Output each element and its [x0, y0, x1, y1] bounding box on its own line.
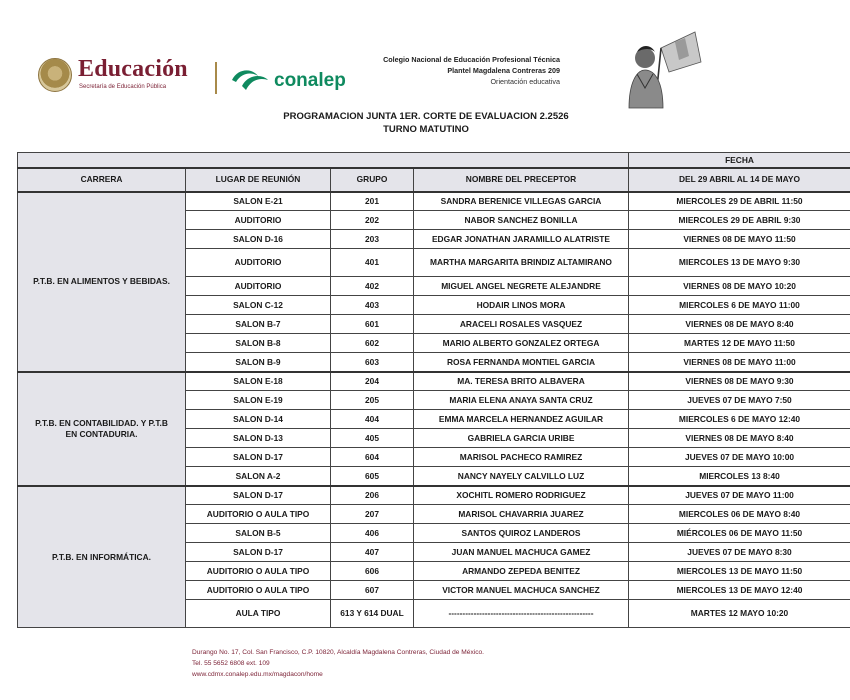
group-cell: 202 — [331, 211, 414, 230]
column-header-fecha-range: DEL 29 ABRIL AL 14 DE MAYO — [629, 168, 850, 192]
group-cell: 602 — [331, 334, 414, 353]
table-row — [18, 192, 850, 211]
date-cell: MIERCOLES 29 DE ABRIL 9:30 — [629, 211, 850, 230]
group-cell: 613 Y 614 DUAL — [331, 600, 414, 628]
coat-of-arms-icon — [38, 58, 72, 92]
meeting-place-cell: SALON E-19 — [186, 391, 331, 410]
table-row — [18, 372, 850, 391]
table-column-headers — [18, 168, 850, 192]
institution-department: Orientación educativa — [490, 77, 560, 86]
institution-campus: Plantel Magdalena Contreras 209 — [447, 66, 560, 75]
preceptor-cell: MARIO ALBERTO GONZALEZ ORTEGA — [414, 334, 629, 353]
footer-phone: Tel. 55 5652 6808 ext. 109 — [192, 660, 270, 667]
preceptor-cell: NANCY NAYELY CALVILLO LUZ — [414, 467, 629, 486]
preceptor-cell: EMMA MARCELA HERNANDEZ AGUILAR — [414, 410, 629, 429]
educacion-logo — [38, 56, 218, 96]
letterhead — [0, 0, 850, 110]
date-cell: MIERCOLES 13 DE MAYO 11:50 — [629, 562, 850, 581]
document-subtitle: TURNO MATUTINO — [383, 124, 469, 135]
career-cell: P.T.B. EN CONTABILIDAD. Y P.T.B EN CONTADURIA. — [18, 372, 186, 486]
conalep-logo-word: conalep — [274, 70, 346, 91]
preceptor-cell: HODAIR LINOS MORA — [414, 296, 629, 315]
group-cell: 603 — [331, 353, 414, 372]
date-cell: MARTES 12 MAYO 10:20 — [629, 600, 850, 628]
meeting-place-cell: SALON E-21 — [186, 192, 331, 211]
group-cell: 205 — [331, 391, 414, 410]
preceptor-cell: ROSA FERNANDA MONTIEL GARCIA — [414, 353, 629, 372]
date-cell: MIERCOLES 6 DE MAYO 11:00 — [629, 296, 850, 315]
date-cell: MARTES 12 DE MAYO 11:50 — [629, 334, 850, 353]
group-cell: 201 — [331, 192, 414, 211]
meeting-place-cell: SALON D-17 — [186, 486, 331, 505]
preceptor-cell: MA. TERESA BRITO ALBAVERA — [414, 372, 629, 391]
column-header-carrera: CARRERA — [18, 168, 186, 192]
date-cell: MIERCOLES 06 DE MAYO 8:40 — [629, 505, 850, 524]
column-header-grupo: GRUPO — [331, 168, 414, 192]
group-cell: 405 — [331, 429, 414, 448]
date-cell: VIERNES 08 DE MAYO 10:20 — [629, 277, 850, 296]
meeting-place-cell: SALON A-2 — [186, 467, 331, 486]
preceptor-cell: MIGUEL ANGEL NEGRETE ALEJANDRE — [414, 277, 629, 296]
group-cell: 605 — [331, 467, 414, 486]
preceptor-cell: SANDRA BERENICE VILLEGAS GARCIA — [414, 192, 629, 211]
group-cell: 607 — [331, 581, 414, 600]
date-cell: MIÉRCOLES 06 DE MAYO 11:50 — [629, 524, 850, 543]
preceptor-cell: ---------------------------------------------------- — [414, 600, 629, 628]
table-header-top-row — [18, 153, 850, 168]
group-cell: 206 — [331, 486, 414, 505]
meeting-place-cell: SALON D-17 — [186, 543, 331, 562]
date-cell: MIERCOLES 29 DE ABRIL 11:50 — [629, 192, 850, 211]
date-cell: MIERCOLES 13 DE MAYO 9:30 — [629, 249, 850, 277]
preceptor-cell: NABOR SANCHEZ BONILLA — [414, 211, 629, 230]
career-cell: P.T.B. EN ALIMENTOS Y BEBIDAS. — [18, 192, 186, 372]
meeting-place-cell: SALON D-14 — [186, 410, 331, 429]
preceptor-cell: SANTOS QUIROZ LANDEROS — [414, 524, 629, 543]
meeting-place-cell: AUDITORIO O AULA TIPO — [186, 581, 331, 600]
schedule-table-body — [18, 192, 850, 628]
conalep-swoosh-icon — [230, 66, 270, 92]
conalep-logo — [230, 62, 360, 96]
date-cell: MIERCOLES 13 8:40 — [629, 467, 850, 486]
preceptor-cell: MARIA ELENA ANAYA SANTA CRUZ — [414, 391, 629, 410]
preceptor-cell: JUAN MANUEL MACHUCA GAMEZ — [414, 543, 629, 562]
preceptor-cell: XOCHITL ROMERO RODRIGUEZ — [414, 486, 629, 505]
date-cell: JUEVES 07 DE MAYO 10:00 — [629, 448, 850, 467]
preceptor-cell: GABRIELA GARCIA URIBE — [414, 429, 629, 448]
date-cell: VIERNES 08 DE MAYO 8:40 — [629, 315, 850, 334]
date-cell: MIERCOLES 13 DE MAYO 12:40 — [629, 581, 850, 600]
meeting-place-cell: SALON D-16 — [186, 230, 331, 249]
group-cell: 207 — [331, 505, 414, 524]
preceptor-cell: MARISOL PACHECO RAMIREZ — [414, 448, 629, 467]
date-cell: JUEVES 07 DE MAYO 7:50 — [629, 391, 850, 410]
meeting-place-cell: SALON B-5 — [186, 524, 331, 543]
group-cell: 204 — [331, 372, 414, 391]
date-cell: VIERNES 08 DE MAYO 11:50 — [629, 230, 850, 249]
footer-website: www.cdmx.conalep.edu.mx/magdacon/home — [192, 671, 323, 678]
document-title: PROGRAMACION JUNTA 1ER. CORTE DE EVALUACION 2.2526 — [283, 111, 569, 122]
meeting-place-cell: SALON B-9 — [186, 353, 331, 372]
preceptor-cell: MARISOL CHAVARRIA JUAREZ — [414, 505, 629, 524]
schedule-table — [17, 152, 850, 628]
meeting-place-cell: AUDITORIO — [186, 277, 331, 296]
footer — [192, 647, 484, 680]
date-cell: JUEVES 07 DE MAYO 8:30 — [629, 543, 850, 562]
footer-address: Durango No. 17, Col. San Francisco, C.P. 10820, Alcaldía Magdalena Contreras, Ciudad de México. — [192, 649, 484, 656]
group-cell: 404 — [331, 410, 414, 429]
column-header-lugar: LUGAR DE REUNIÓN — [186, 168, 331, 192]
meeting-place-cell: SALON C-12 — [186, 296, 331, 315]
group-cell: 407 — [331, 543, 414, 562]
group-cell: 203 — [331, 230, 414, 249]
preceptor-cell: ARMANDO ZEPEDA BENITEZ — [414, 562, 629, 581]
meeting-place-cell: SALON D-17 — [186, 448, 331, 467]
preceptor-cell: EDGAR JONATHAN JARAMILLO ALATRISTE — [414, 230, 629, 249]
group-cell: 604 — [331, 448, 414, 467]
date-cell: VIERNES 08 DE MAYO 8:40 — [629, 429, 850, 448]
educacion-logo-word: Educación — [78, 56, 188, 82]
date-cell: VIERNES 08 DE MAYO 9:30 — [629, 372, 850, 391]
meeting-place-cell: AUDITORIO O AULA TIPO — [186, 562, 331, 581]
preceptor-cell: ARACELI ROSALES VASQUEZ — [414, 315, 629, 334]
group-cell: 406 — [331, 524, 414, 543]
column-header-preceptor: NOMBRE DEL PRECEPTOR — [414, 168, 629, 192]
institution-name: Colegio Nacional de Educación Profesional Técnica — [383, 55, 560, 64]
date-cell: VIERNES 08 DE MAYO 11:00 — [629, 353, 850, 372]
meeting-place-cell: AUDITORIO — [186, 249, 331, 277]
group-cell: 601 — [331, 315, 414, 334]
group-cell: 402 — [331, 277, 414, 296]
meeting-place-cell: SALON B-7 — [186, 315, 331, 334]
institution-block — [383, 54, 560, 87]
date-cell: JUEVES 07 DE MAYO 11:00 — [629, 486, 850, 505]
preceptor-cell: VICTOR MANUEL MACHUCA SANCHEZ — [414, 581, 629, 600]
fecha-header: FECHA — [629, 153, 850, 168]
group-cell: 401 — [331, 249, 414, 277]
meeting-place-cell: SALON E-18 — [186, 372, 331, 391]
educacion-logo-subtitle: Secretaría de Educación Pública — [79, 84, 167, 90]
group-cell: 403 — [331, 296, 414, 315]
table-header-blank — [18, 153, 629, 168]
table-row — [18, 486, 850, 505]
date-cell: MIERCOLES 6 DE MAYO 12:40 — [629, 410, 850, 429]
meeting-place-cell: SALON B-8 — [186, 334, 331, 353]
woman-with-flag-portrait-icon — [615, 28, 705, 110]
career-cell: P.T.B. EN INFORMÁTICA. — [18, 486, 186, 628]
meeting-place-cell: AUDITORIO O AULA TIPO — [186, 505, 331, 524]
document-titles — [0, 110, 850, 136]
group-cell: 606 — [331, 562, 414, 581]
meeting-place-cell: AUDITORIO — [186, 211, 331, 230]
meeting-place-cell: AULA TIPO — [186, 600, 331, 628]
preceptor-cell: MARTHA MARGARITA BRINDIZ ALTAMIRANO — [414, 249, 629, 277]
logo-divider — [215, 62, 217, 94]
meeting-place-cell: SALON D-13 — [186, 429, 331, 448]
